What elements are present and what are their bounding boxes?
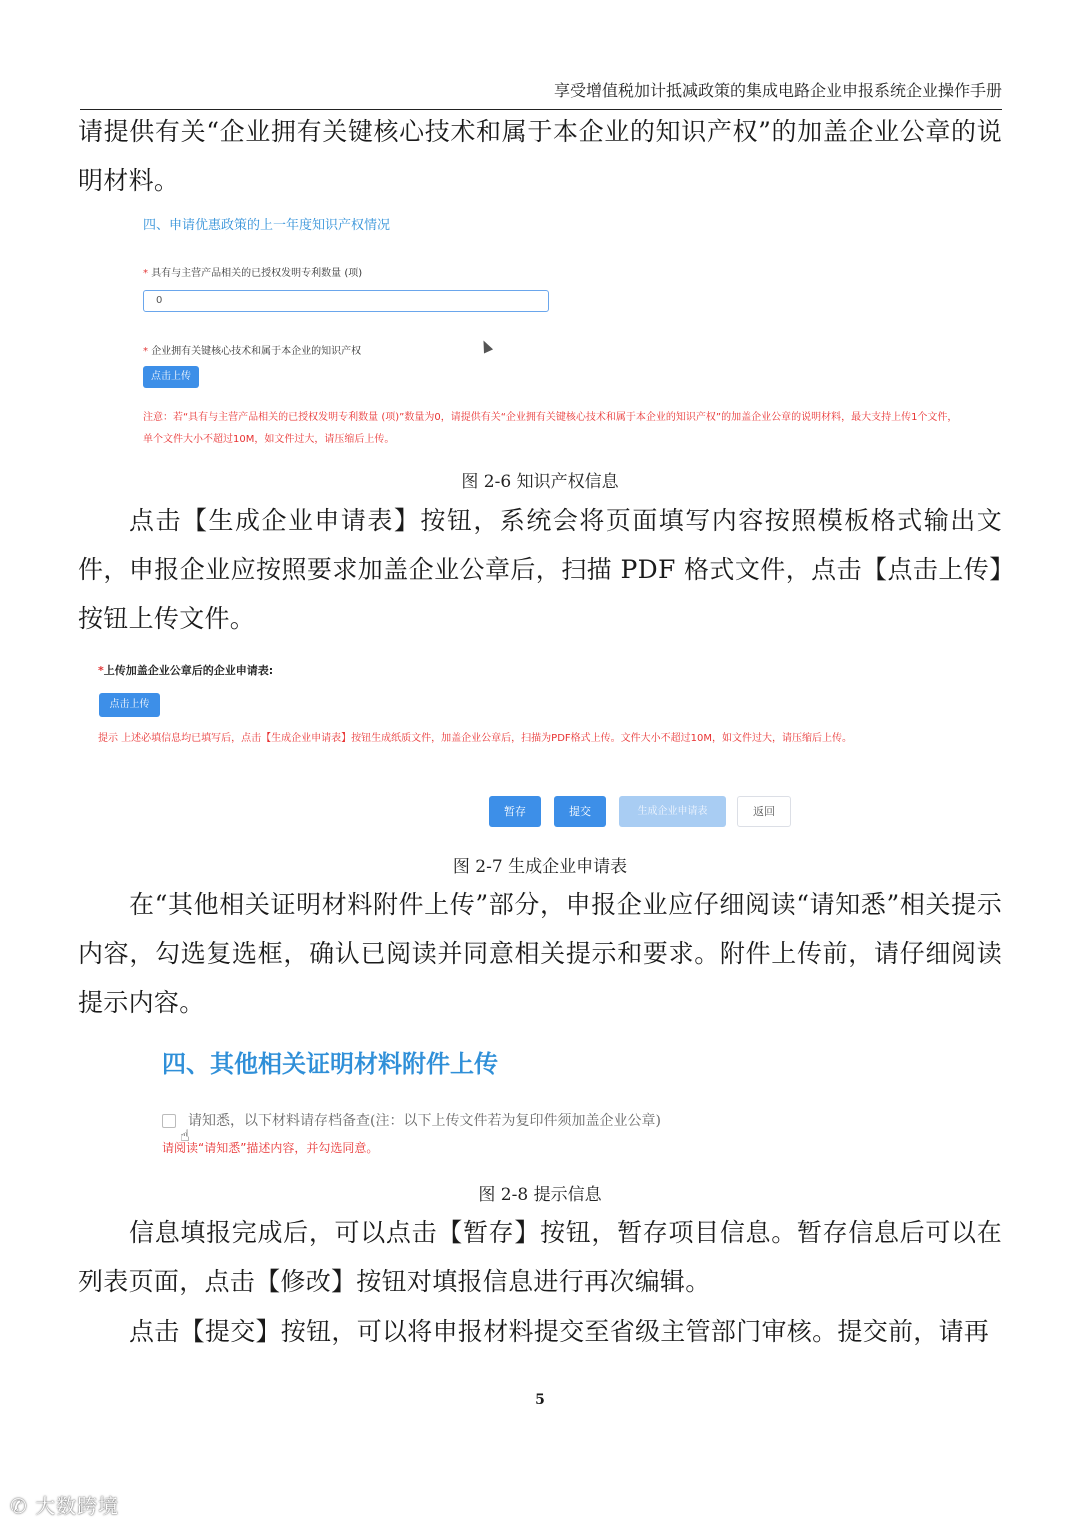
ip-label-text: 企业拥有关键核心技术和属于本企业的知识产权 (151, 346, 362, 357)
figure-notice-info (156, 1040, 756, 1165)
figure-caption-2-7: 图 2-7 生成企业申请表 (452, 857, 628, 877)
upload-form-label: *上传加盖企业公章后的企业申请表: (98, 664, 274, 677)
upload-form-label-text: 上传加盖企业公章后的企业申请表: (103, 664, 274, 677)
page-number: 5 (535, 1392, 545, 1408)
patent-count-label-text: 具有与主营产品相关的已授权发明专利数量 (项) (151, 268, 363, 279)
ip-note (143, 407, 958, 451)
paragraph-other-materials: 在“其他相关证明材料附件上传”部分，申报企业应仔细阅读“请知悉”相关提示内容，勾选复选框，确认已阅读并同意相关提示和要求。附件上传前，请仔细阅读提示内容。 (78, 890, 1002, 1017)
section-title-other: 四、其他相关证明材料附件上传 (162, 1049, 498, 1078)
watermark-text: 大数跨境 (35, 1494, 120, 1518)
figure-caption-2-6: 图 2-6 知识产权信息 (461, 472, 619, 492)
upload-button[interactable]: 点击上传 (143, 366, 199, 388)
patent-count-input[interactable]: 0 (143, 290, 549, 312)
ip-note-line2: 单个文件大小不超过10M，如文件过大，请压缩后上传。 (143, 434, 395, 445)
submit-button[interactable]: 提交 (554, 796, 606, 827)
ip-label: * 企业拥有关键核心技术和属于本企业的知识产权 (143, 346, 362, 357)
notice-warning: 请阅读“请知悉”描述内容，并勾选同意。 (162, 1141, 379, 1155)
back-button[interactable]: 返回 (737, 796, 791, 827)
paragraph-generate-form: 点击【生成企业申请表】按钮，系统会将页面填写内容按照模板格式输出文件，申报企业应按照要求加盖企业公章后，扫描 PDF 格式文件，点击【点击上传】按钮上传文件。 (78, 506, 1002, 633)
watermark-logo (10, 1490, 119, 1519)
figure-ip-info (140, 208, 960, 458)
watermark-icon: ✆ (10, 1494, 28, 1518)
section-title-ip: 四、申请优惠政策的上一年度知识产权情况 (143, 218, 391, 233)
notice-checkbox[interactable] (162, 1114, 176, 1128)
save-button[interactable]: 暂存 (489, 796, 541, 827)
paragraph-ip-materials: 请提供有关“企业拥有关键核心技术和属于本企业的知识产权”的加盖企业公章的说明材料。 (78, 117, 1002, 195)
paragraph-submit: 点击【提交】按钮，可以将申报材料提交至省级主管部门审核。提交前，请再 (129, 1317, 990, 1346)
upload-hint: 提示 上述必填信息均已填写后，点击【生成企业申请表】按钮生成纸质文件，加盖企业公章后，扫描为PDF格式上传。文件大小不超过10M，如文件过大，请压缩后上传。 (98, 733, 853, 744)
patent-count-label: * 具有与主营产品相关的已授权发明专利数量 (项) (143, 268, 363, 279)
running-header: 享受增值税加计抵减政策的集成电路企业申报系统企业操作手册 (80, 80, 1002, 110)
mouse-pointer-icon (479, 338, 493, 353)
generate-form-button[interactable]: 生成企业申请表 (619, 796, 726, 827)
figure-generate-form (96, 656, 986, 836)
notice-checkbox-label[interactable]: 请知悉，以下材料请存档备查(注：以下上传文件若为复印件须加盖企业公章) (188, 1113, 661, 1129)
figure-caption-2-8: 图 2-8 提示信息 (478, 1185, 602, 1205)
paragraph-save: 信息填报完成后，可以点击【暂存】按钮，暂存项目信息。暂存信息后可以在列表页面，点击【修改】按钮对填报信息进行再次编辑。 (78, 1218, 1002, 1296)
ip-note-line1: 注意：若“具有与主营产品相关的已授权发明专利数量 (项)”数量为0，请提供有关“企业拥有关键核心技术和属于本企业的知识产权”的加盖企业公章的说明材料，最大支持上传1个文件， (143, 412, 958, 423)
hand-cursor-icon: ☝ (180, 1126, 190, 1145)
upload-form-button[interactable]: 点击上传 (99, 693, 160, 717)
